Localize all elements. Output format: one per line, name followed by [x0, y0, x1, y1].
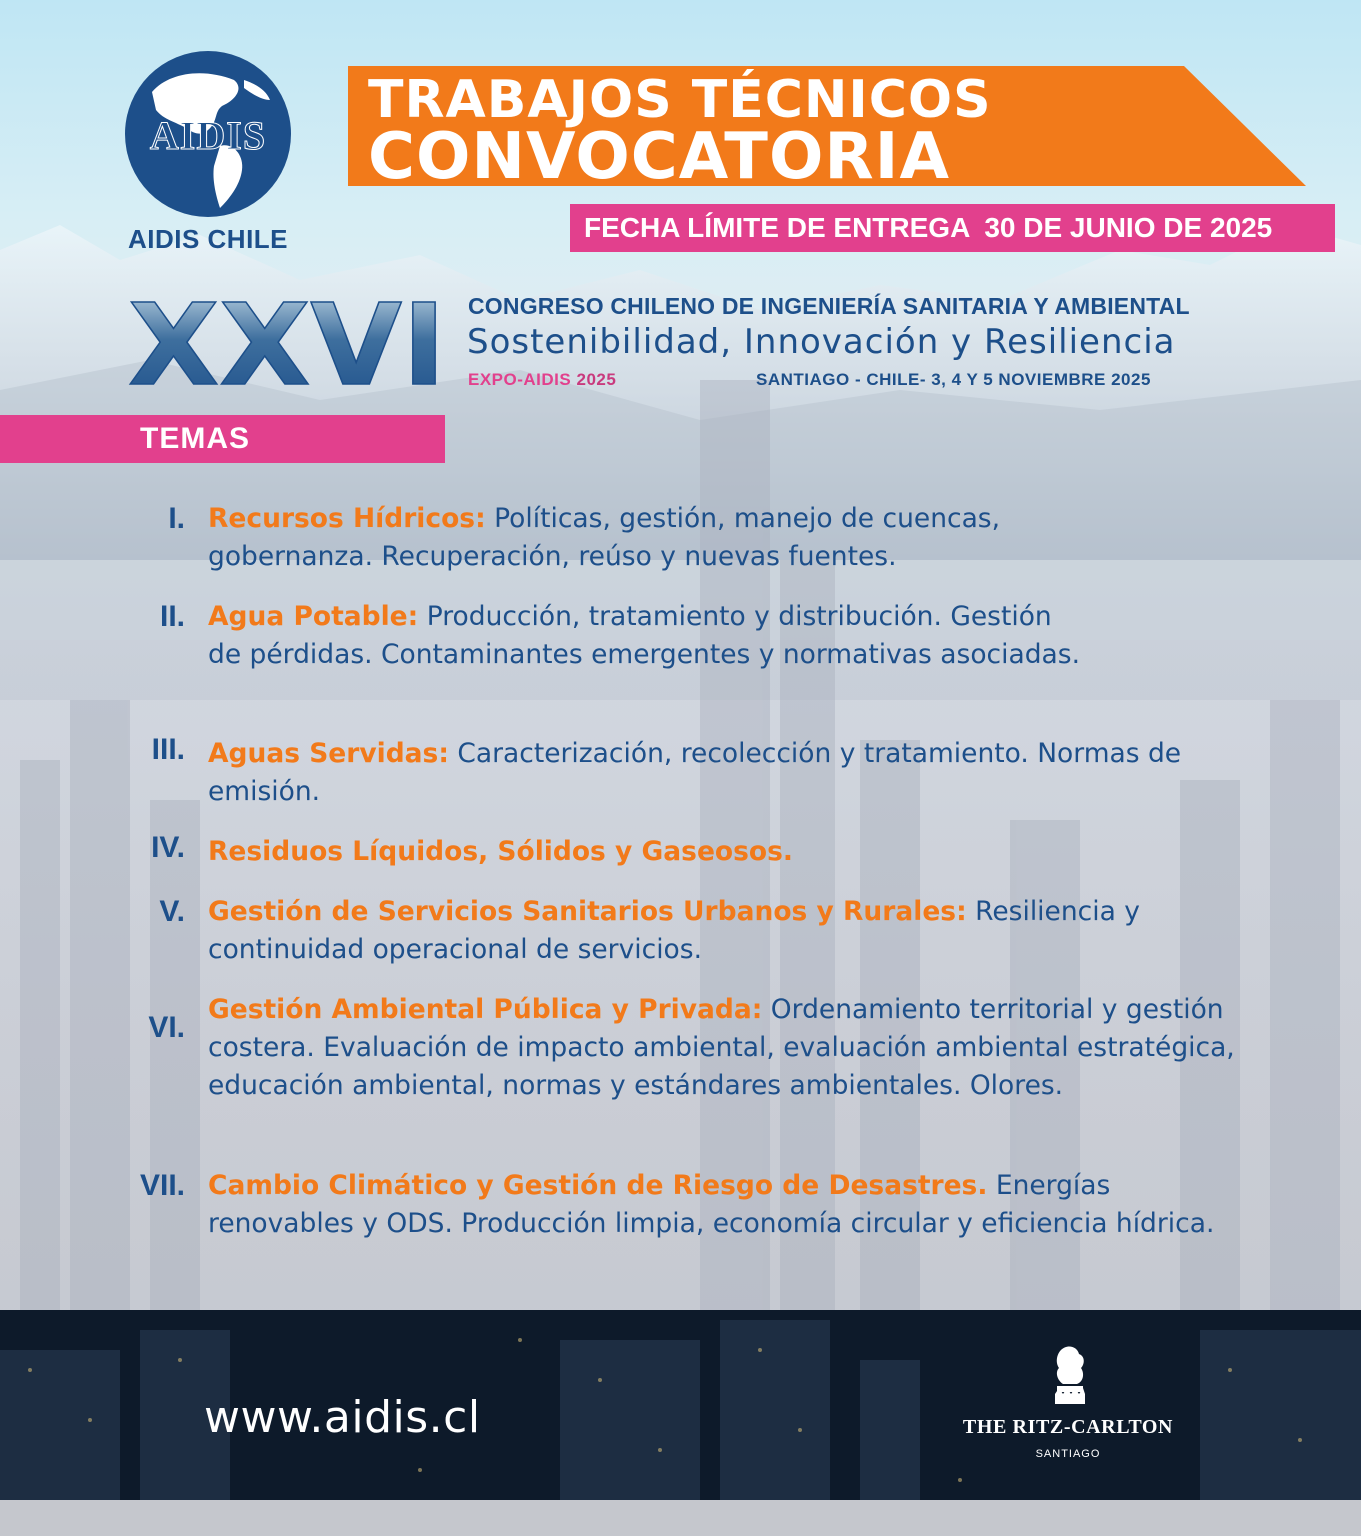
topic-body: Políticas, gestión, manejo de cuencas, gobernanza. Recuperación, reúso y nuevas fuentes. — [208, 503, 1001, 572]
sponsor-name: THE RITZ-CARLTON — [962, 1416, 1174, 1438]
expo-label — [468, 370, 616, 390]
topic-numeral: VI. — [148, 1011, 185, 1044]
topic-body: Caracterización, recolección y tratamiento. Normas de emisión. — [208, 738, 1182, 807]
topics-header — [0, 415, 445, 463]
topic-heading: Gestión de Servicios Sanitarios Urbanos y Rurales: — [208, 896, 967, 927]
topic-text — [208, 1167, 1218, 1243]
deadline-date: 30 DE JUNIO DE 2025 — [984, 212, 1273, 243]
footer — [0, 1310, 1361, 1500]
topic-text — [208, 833, 1268, 871]
congress-name: CONGRESO CHILENO DE INGENIERÍA SANITARIA Y AMBIENTAL — [468, 293, 1190, 319]
topic-numeral: II. — [159, 600, 185, 633]
topic-heading: Agua Potable: — [208, 601, 419, 632]
topic-heading: Cambio Climático y Gestión de Riesgo de Desastres. — [208, 1170, 988, 1201]
topic-text — [208, 893, 1258, 969]
topic-numeral: V. — [159, 895, 185, 928]
edition-mark — [128, 292, 448, 390]
topic-body: Energías renovables y ODS. Producción limpia, economía circular y eficiencia hídrica. — [208, 1170, 1215, 1239]
sponsor-city: SANTIAGO — [1035, 1448, 1101, 1460]
topic-text — [208, 991, 1253, 1105]
location-dates: SANTIAGO - CHILE- 3, 4 Y 5 NOVIEMBRE 2025 — [756, 370, 1151, 389]
topic-body: Ordenamiento territorial y gestión costera. Evaluación de impacto ambiental, evaluación ambiental estratégica, educación ambiental, normas y estándares ambientales. Olores. — [208, 994, 1235, 1101]
topic-numeral: I. — [168, 502, 185, 535]
topic-numeral: VII. — [139, 1169, 185, 1202]
topic-text — [208, 735, 1208, 811]
website-link[interactable]: www.aidis.cl — [204, 1392, 481, 1443]
topic-text — [208, 500, 1138, 576]
topic-heading: Aguas Servidas: — [208, 738, 449, 769]
logo-emblem-text: AIDIS — [149, 113, 267, 158]
topic-body: Producción, tratamiento y distribución. Gestión de pérdidas. Contaminantes emergentes y normativas asociadas. — [208, 601, 1080, 670]
bottom-strip — [0, 1500, 1361, 1536]
title-line2: CONVOCATORIA — [368, 120, 950, 194]
expo-year: 2025 — [576, 370, 617, 389]
topic-text — [208, 598, 1088, 674]
aidis-logo — [124, 50, 292, 218]
topics-label: TEMAS — [140, 422, 250, 455]
topic-heading: Gestión Ambiental Pública y Privada: — [208, 994, 763, 1025]
title-line1: TRABAJOS TÉCNICOS — [368, 70, 992, 130]
topic-heading: Recursos Hídricos: — [208, 503, 486, 534]
logo-caption: AIDIS CHILE — [127, 224, 289, 254]
topic-numeral: III. — [151, 733, 185, 766]
topic-numeral: IV. — [151, 831, 185, 864]
topic-body: Resiliencia y continuidad operacional de servicios. — [208, 896, 1140, 965]
edition-text: XXVI — [128, 292, 446, 390]
topic-heading: Residuos Líquidos, Sólidos y Gaseosos. — [208, 836, 793, 867]
expo-name: EXPO-AIDIS — [468, 370, 572, 389]
congress-motto: Sostenibilidad, Innovación y Resiliencia — [467, 322, 1176, 362]
deadline-bar — [570, 204, 1335, 252]
title-banner — [348, 66, 1308, 194]
lion-crest-icon — [1045, 1344, 1095, 1408]
deadline-label: FECHA LÍMITE DE ENTREGA — [584, 212, 971, 243]
